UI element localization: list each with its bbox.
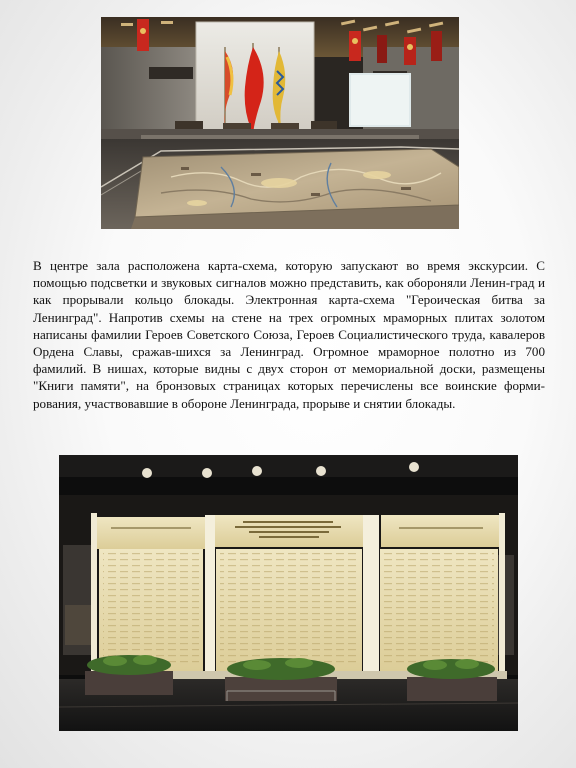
description-text: В центре зала расположена карта-схема, которую запускают во время экскурсии. С помощью подсветки и звуковых сигналов можно представить, как обороняли Ленин-град и как прорывали кольцо блокады. Электронная карта-схема "Героическая битва за Ленинград". Напротив схемы на стене на трех огромных мраморных плитах золотом написаны фамилии Героев Советского Союза, Героев Социалистического труда, кавалеров Ордена Славы, сражав-шихся за Ленинград. Огромное мраморное полотно из 700 фамилий. В нишах, которые видны с двух сторон от мемориальной доски, размещены "Книги памяти", на бронзовых страницах которых перечислены все воинские форми-рования, участвовавшие в обороне Ленинграда, прорыве и снятии блокады.	[33, 258, 545, 411]
memorial-hall-map-photo	[101, 17, 459, 229]
marble-wall-names-photo	[59, 455, 518, 731]
